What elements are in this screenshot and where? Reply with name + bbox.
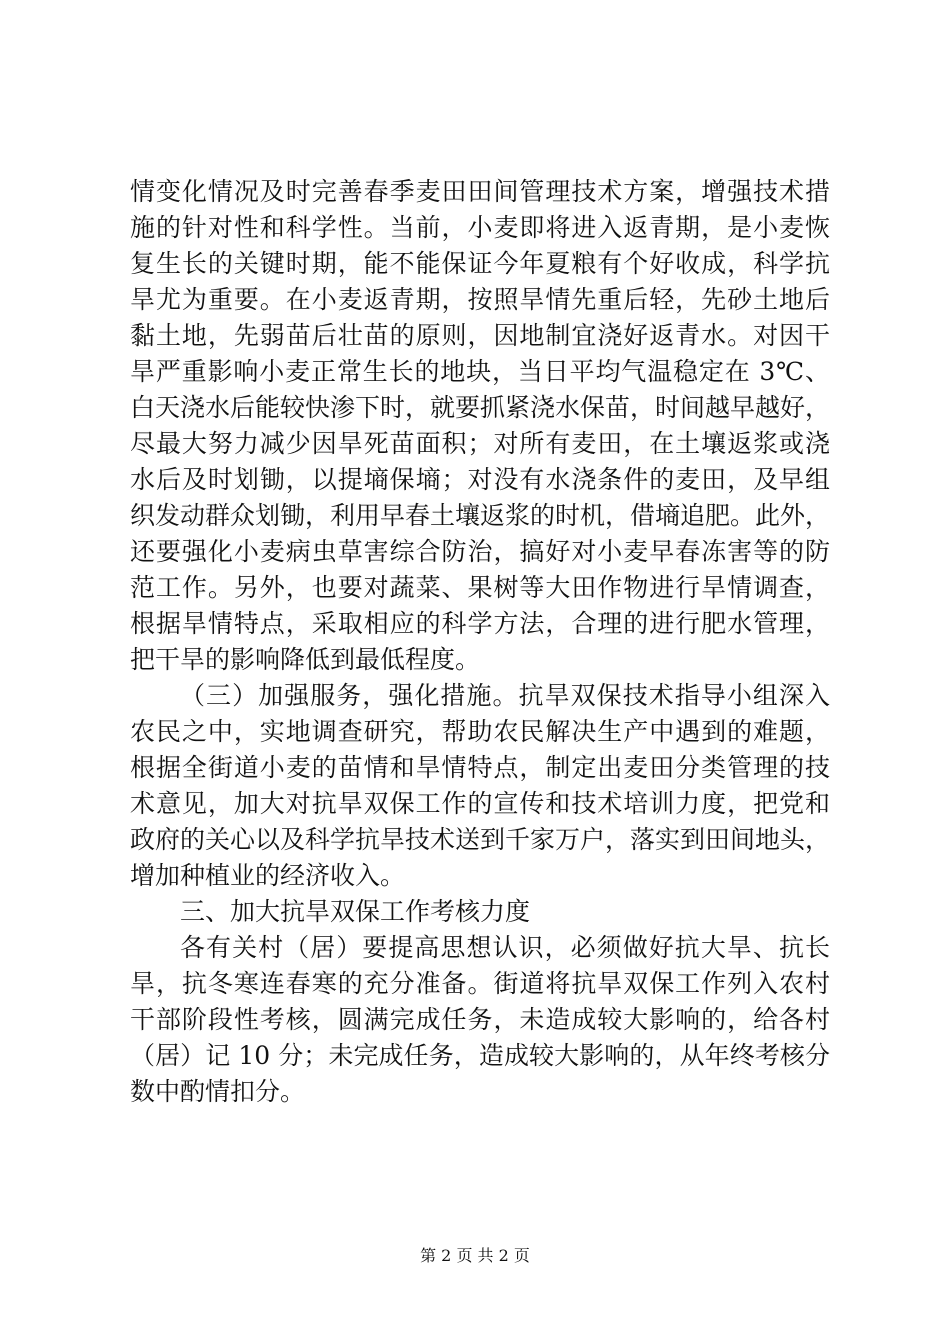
section-three-first-line: （三）加强服务，强化措施。抗旱双保技术指导小组深入 xyxy=(180,681,830,710)
body-line-11: 还要强化小麦病虫草害综合防治，搞好对小麦早春冻害等的防 xyxy=(130,537,830,566)
body-line-8: 尽最大努力减少因旱死苗面积；对所有麦田，在土壤返浆或浇 xyxy=(130,429,830,458)
section-heading: 三、加大抗旱双保工作考核力度 xyxy=(180,897,531,926)
body-line-19: 政府的关心以及科学抗旱技术送到千家万户，落实到田间地头， xyxy=(130,825,830,854)
body-line-10: 织发动群众划锄，利用早春土壤返浆的时机，借墒追肥。此外， xyxy=(130,501,830,530)
body-line-18: 术意见，加大对抗旱双保工作的宣传和技术培训力度，把党和 xyxy=(130,789,830,818)
body-line-5: 黏土地，先弱苗后壮苗的原则，因地制宜浇好返青水。对因干 xyxy=(130,321,830,350)
body-line-13: 根据旱情特点，采取相应的科学方法，合理的进行肥水管理， xyxy=(130,609,830,638)
body-line-1: 情变化情况及时完善春季麦田田间管理技术方案，增强技术措 xyxy=(130,177,830,206)
body-line-7: 白天浇水后能较快渗下时，就要抓紧浇水保苗，时间越早越好， xyxy=(130,393,830,422)
body-line-25: （居）记 10 分；未完成任务，造成较大影响的，从年终考核分 xyxy=(130,1041,830,1070)
body-line-2: 施的针对性和科学性。当前，小麦即将进入返青期，是小麦恢 xyxy=(130,213,830,242)
body-line-16: 农民之中，实地调查研究，帮助农民解决生产中遇到的难题， xyxy=(130,717,830,746)
body-line-23: 旱，抗冬寒连春寒的充分准备。街道将抗旱双保工作列入农村 xyxy=(130,969,830,998)
body-line-24: 干部阶段性考核，圆满完成任务，未造成较大影响的，给各村 xyxy=(130,1005,830,1034)
body-line-9: 水后及时划锄，以提墒保墒；对没有水浇条件的麦田，及早组 xyxy=(130,465,830,494)
paragraph-first-line: 各有关村（居）要提高思想认识，必须做好抗大旱、抗长 xyxy=(180,933,830,962)
body-line-12: 范工作。另外，也要对蔬菜、果树等大田作物进行旱情调查， xyxy=(130,573,830,602)
body-line-3: 复生长的关键时期，能不能保证今年夏粮有个好收成，科学抗 xyxy=(130,249,830,278)
body-line-26: 数中酌情扣分。 xyxy=(130,1077,306,1106)
body-line-17: 根据全街道小麦的苗情和旱情特点，制定出麦田分类管理的技 xyxy=(130,753,830,782)
body-line-6: 旱严重影响小麦正常生长的地块，当日平均气温稳定在 3℃、 xyxy=(130,357,830,386)
body-line-20: 增加种植业的经济收入。 xyxy=(130,861,406,890)
body-line-4: 旱尤为重要。在小麦返青期，按照旱情先重后轻，先砂土地后 xyxy=(130,285,830,314)
page-number-footer: 第 2 页 共 2 页 xyxy=(420,1246,530,1265)
body-line-14: 把干旱的影响降低到最低程度。 xyxy=(130,645,481,674)
